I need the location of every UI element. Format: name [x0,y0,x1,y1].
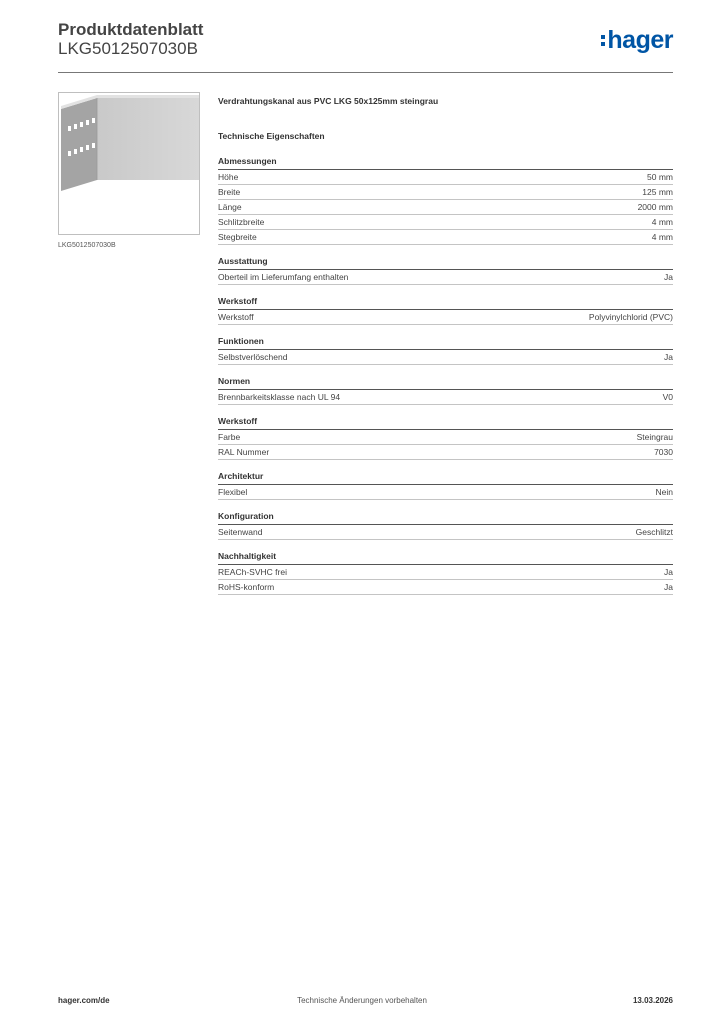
spec-value: Ja [664,582,673,592]
product-image [58,92,200,235]
spec-value: 2000 mm [637,202,673,212]
section-title: Werkstoff [218,416,673,430]
spec-label: Höhe [218,172,239,182]
spec-section [218,256,673,285]
spec-row [218,270,673,285]
hager-logo [601,27,673,53]
spec-row [218,200,673,215]
footer-date: 13.03.2026 [632,996,673,1005]
spec-value: 7030 [654,447,673,457]
section-title: Konfiguration [218,511,673,525]
spec-label: Oberteil im Lieferumfang enthalten [218,272,349,282]
spec-section [218,551,673,595]
product-code: LKG5012507030B [58,39,198,58]
spec-label: RoHS-konform [218,582,275,592]
image-caption: LKG5012507030B [58,242,116,249]
section-title: Funktionen [218,336,673,350]
spec-label: Breite [218,187,241,197]
spec-value: Nein [655,487,673,497]
spec-section [218,296,673,325]
spec-row [218,215,673,230]
spec-label: Seitenwand [218,527,263,537]
spec-row [218,310,673,325]
logo-dots-icon [601,35,605,46]
section-title: Werkstoff [218,296,673,310]
spec-row [218,580,673,595]
spec-label: Farbe [218,432,241,442]
spec-value: Steingrau [636,432,673,442]
spec-content [218,96,673,606]
spec-value: 125 mm [642,187,673,197]
spec-row [218,445,673,460]
spec-label: REACh-SVHC frei [218,567,287,577]
spec-section [218,156,673,245]
tech-heading: Technische Eigenschaften [218,131,325,141]
spec-section [218,511,673,540]
spec-label: Länge [218,202,242,212]
product-description: Verdrahtungskanal aus PVC LKG 50x125mm steingrau [218,96,439,106]
spec-row [218,430,673,445]
spec-value: Ja [664,352,673,362]
section-title: Normen [218,376,673,390]
header-divider [58,72,673,73]
spec-sections [218,156,673,595]
spec-section [218,471,673,500]
section-title: Abmessungen [218,156,673,170]
spec-value: Ja [664,272,673,282]
cable-duct-icon [59,93,199,234]
spec-value: Geschlitzt [635,527,673,537]
spec-row [218,350,673,365]
spec-value: V0 [662,392,673,402]
spec-row [218,185,673,200]
spec-value: Ja [664,567,673,577]
section-title: Ausstattung [218,256,673,270]
spec-label: Brennbarkeitsklasse nach UL 94 [218,392,341,402]
footer-notice: Technische Änderungen vorbehalten [297,996,427,1005]
spec-value: 4 mm [651,232,673,242]
spec-row [218,390,673,405]
spec-row [218,565,673,580]
spec-row [218,525,673,540]
spec-row [218,170,673,185]
spec-value: 4 mm [651,217,673,227]
spec-label: Stegbreite [218,232,257,242]
spec-label: Selbstverlöschend [218,352,288,362]
footer-website: hager.com/de [58,996,110,1005]
section-title: Architektur [218,471,673,485]
spec-value: 50 mm [647,172,673,182]
spec-section [218,376,673,405]
spec-row [218,485,673,500]
spec-label: Schlitzbreite [218,217,265,227]
page-title: Produktdatenblatt [58,20,204,39]
spec-value: Polyvinylchlorid (PVC) [588,312,673,322]
spec-label: Werkstoff [218,312,254,322]
spec-section [218,416,673,460]
section-title: Nachhaltigkeit [218,551,673,565]
spec-section [218,336,673,365]
spec-row [218,230,673,245]
spec-label: RAL Nummer [218,447,270,457]
logo-text: hager [607,26,673,54]
spec-label: Flexibel [218,487,248,497]
